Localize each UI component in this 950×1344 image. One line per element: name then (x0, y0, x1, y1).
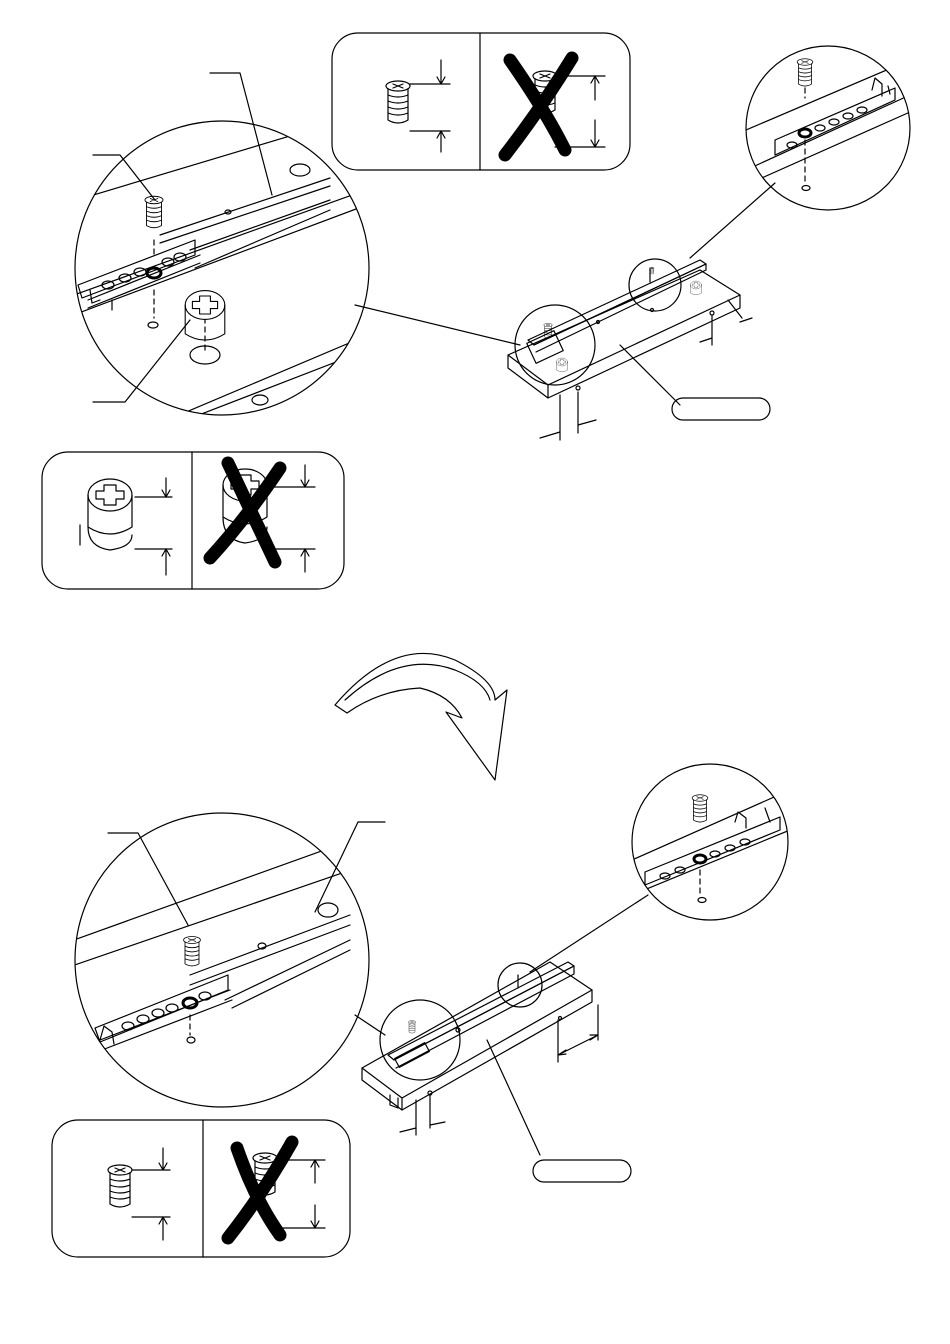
side-panel-top (508, 259, 752, 440)
euro-screw-icon (145, 196, 163, 228)
leader-lines (108, 822, 385, 1035)
side-panel-bottom (362, 962, 598, 1155)
leader-lines (93, 73, 520, 402)
depth-indicator (135, 478, 172, 575)
detail-circle-bottom-left (60, 813, 380, 1107)
detail-circle-top-right (746, 46, 910, 210)
drawer-runner-icon (95, 975, 228, 1042)
detail-circle-top-left (60, 115, 380, 440)
screw-depth-panel-bottom (52, 1120, 350, 1257)
depth-indicator (132, 1148, 170, 1240)
leader-line (690, 183, 775, 258)
part-label-top (672, 398, 770, 420)
part-label-bottom (533, 1160, 631, 1182)
depth-indicator (410, 60, 450, 152)
detail-circle-bottom-right (632, 764, 790, 920)
euro-screw-icon (692, 795, 708, 822)
euro-screw-icon (108, 1165, 132, 1207)
depth-indicator (278, 1160, 325, 1228)
leader-line (530, 895, 648, 972)
cam-depth-panel (42, 452, 344, 589)
euro-screw-icon (797, 59, 813, 86)
cam-lock-icon (80, 479, 132, 550)
screw-depth-panel-top (332, 33, 630, 170)
rotate-arrow-icon (335, 653, 507, 780)
euro-screw-icon (184, 937, 201, 966)
cam-lock-icon (185, 291, 225, 341)
euro-screw-icon (386, 81, 410, 123)
